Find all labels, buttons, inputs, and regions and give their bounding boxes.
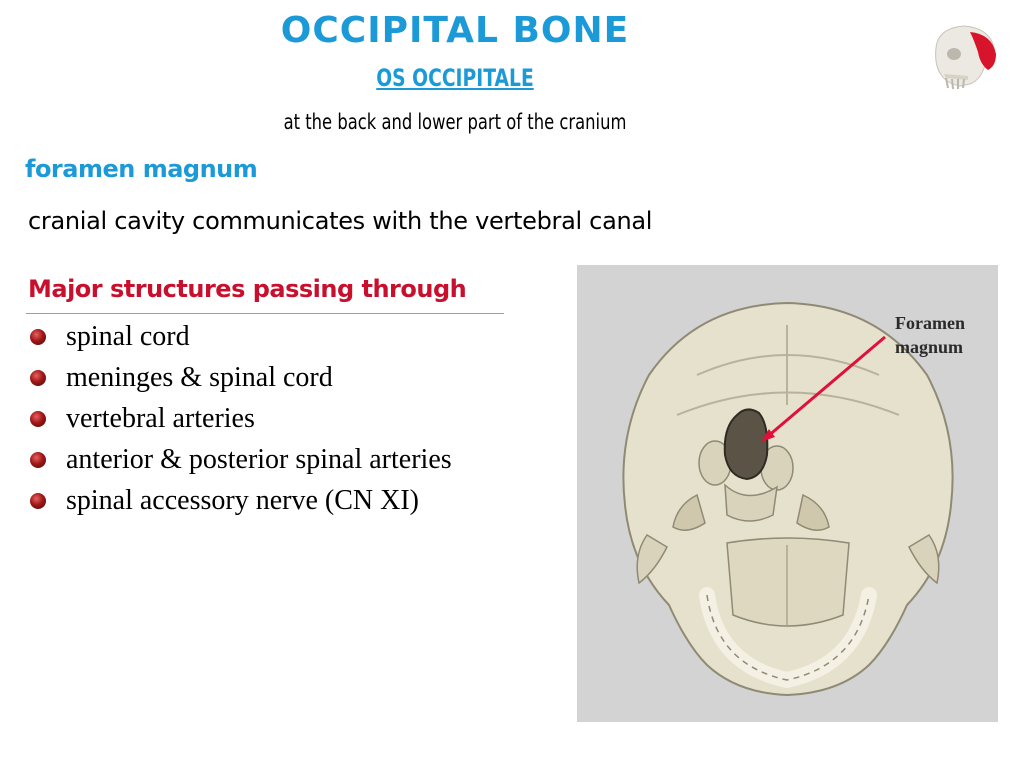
bullet-icon bbox=[30, 411, 46, 427]
figure-label-line1: Foramen bbox=[895, 313, 965, 333]
structures-heading: Major structures passing through bbox=[28, 275, 467, 303]
slide-title: OCCIPITAL BONE bbox=[280, 10, 630, 51]
bullet-icon bbox=[30, 452, 46, 468]
bullet-icon bbox=[30, 370, 46, 386]
foramen-magnum-heading: foramen magnum bbox=[25, 155, 258, 183]
list-item: meninges & spinal cord bbox=[30, 357, 452, 398]
figure-label-line2: magnum bbox=[895, 337, 964, 357]
foramen-magnum-description: cranial cavity communicates with the vertebral canal bbox=[28, 207, 653, 235]
list-item: anterior & posterior spinal arteries bbox=[30, 439, 452, 480]
list-item: spinal cord bbox=[30, 316, 452, 357]
list-item: spinal accessory nerve (CN XI) bbox=[30, 480, 452, 521]
list-item: vertebral arteries bbox=[30, 398, 452, 439]
slide-subtitle: at the back and lower part of the cranium bbox=[283, 110, 627, 134]
skull-thumbnail-icon bbox=[924, 18, 1004, 98]
skull-base-figure bbox=[577, 265, 998, 722]
bullet-icon bbox=[30, 329, 46, 345]
structures-list bbox=[30, 316, 452, 521]
latin-name: OS OCCIPITALE bbox=[376, 64, 534, 92]
bullet-icon bbox=[30, 493, 46, 509]
heading-underline bbox=[26, 313, 504, 314]
